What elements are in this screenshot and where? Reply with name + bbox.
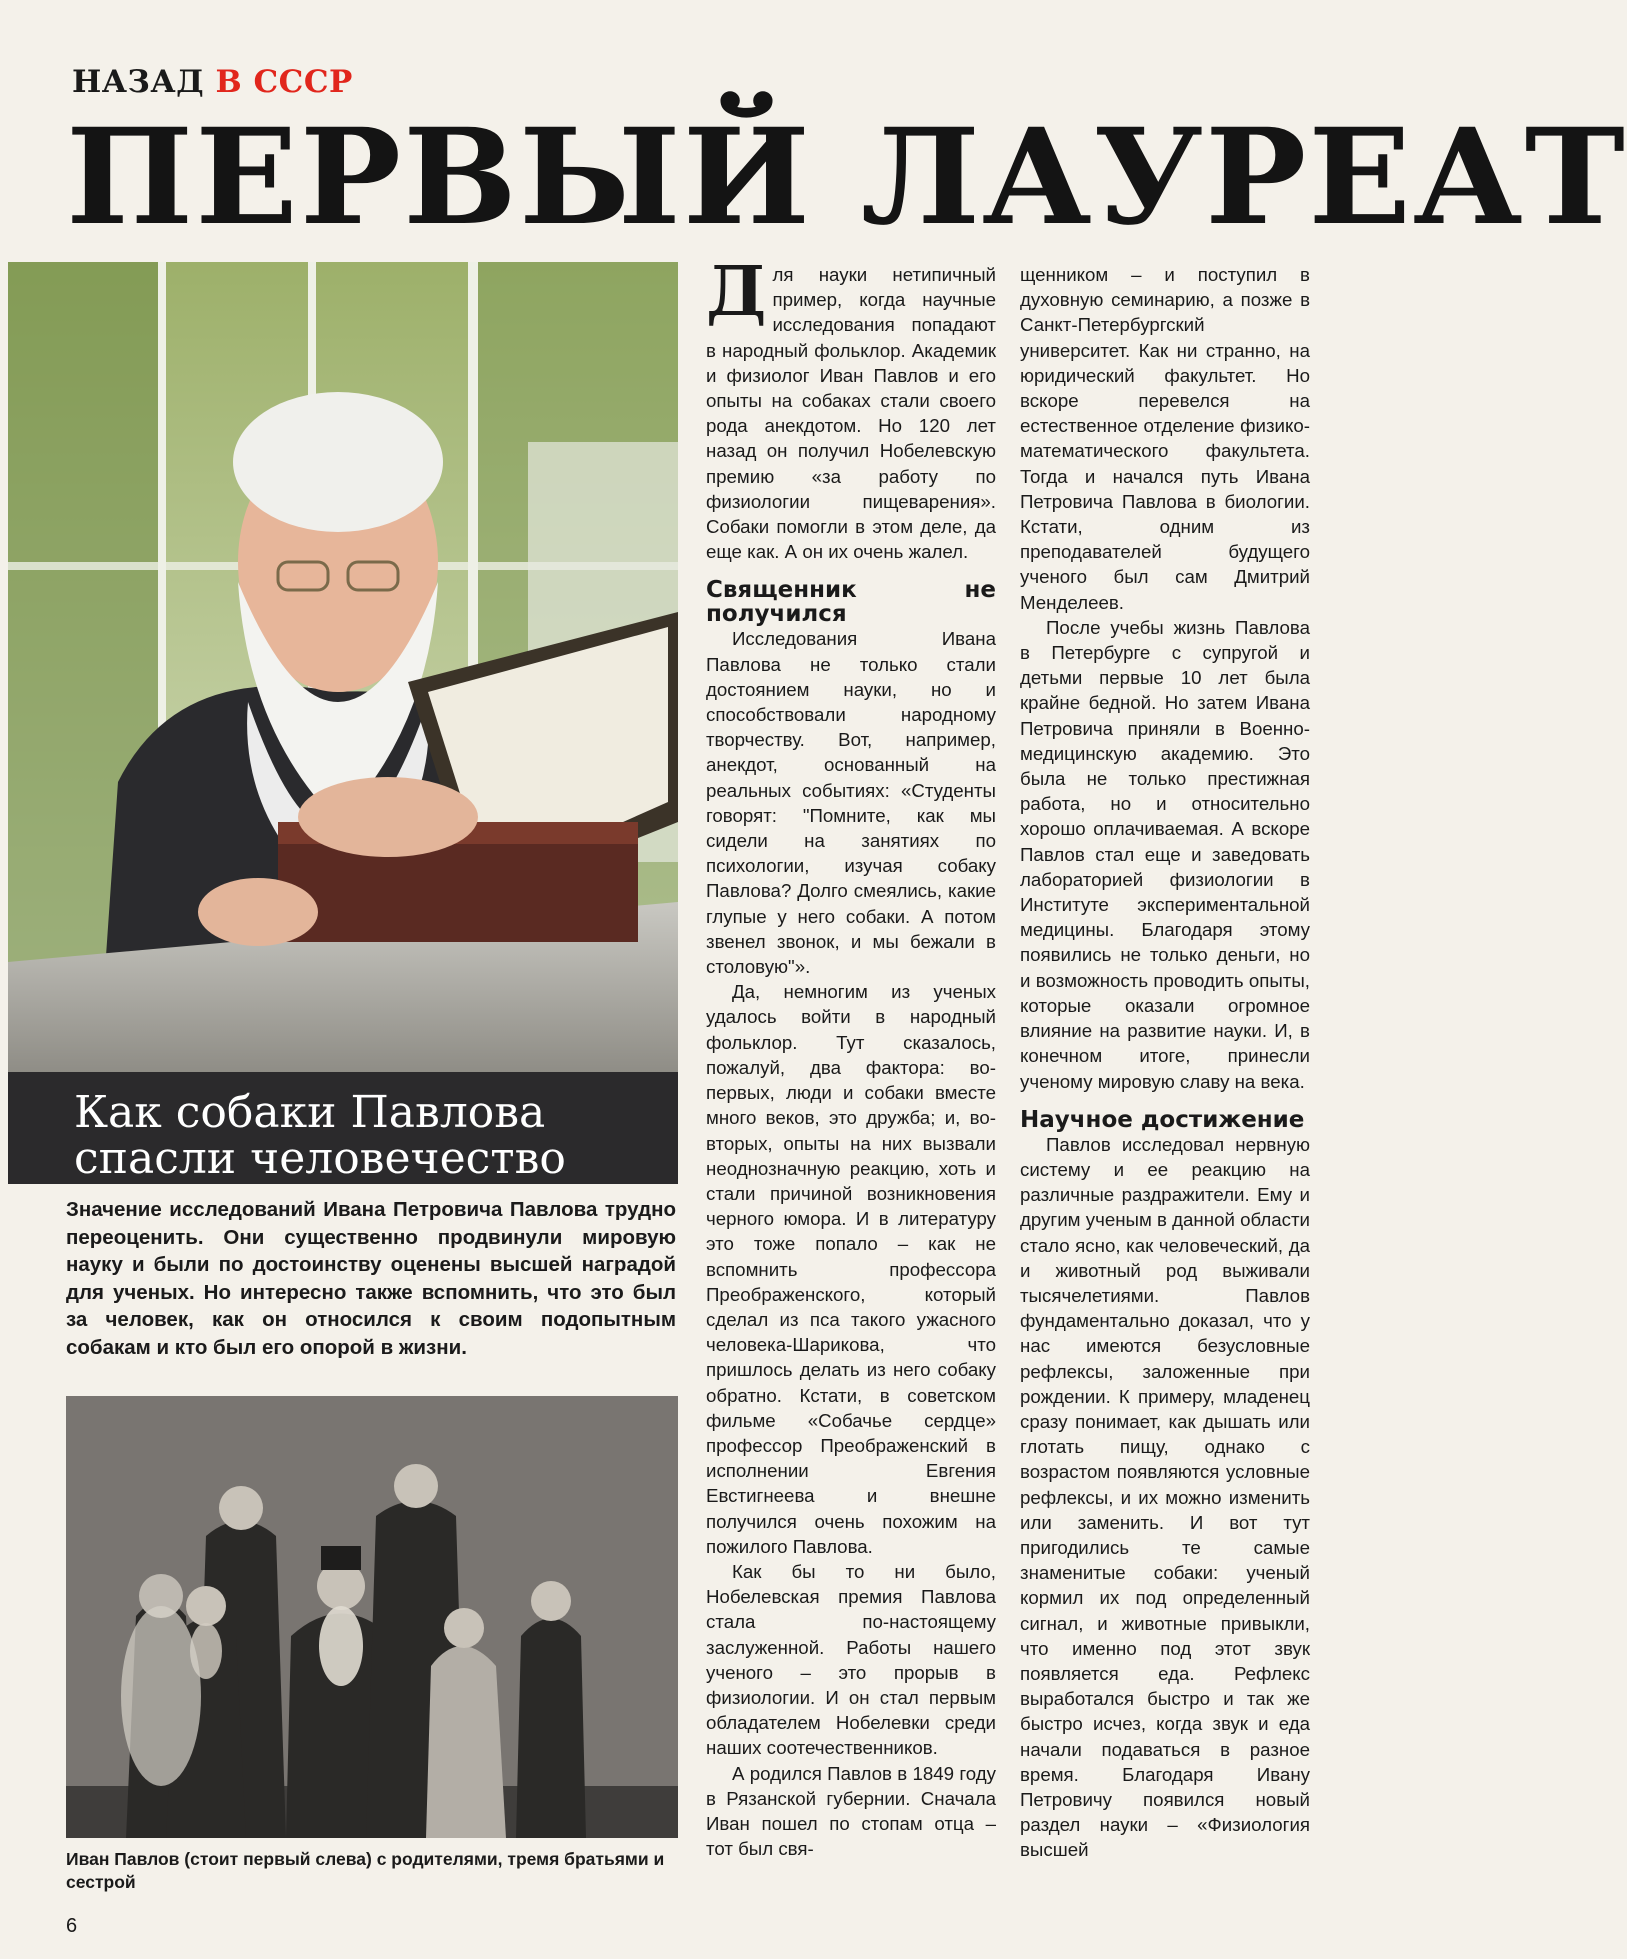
portrait-caption-line2: спасли человечество bbox=[74, 1133, 566, 1184]
paragraph: После учебы жизнь Павлова в Петербурге с супругой и детьми первые 10 лет была крайне бедной. Но затем Ивана Петровича приняли в Военно-медицинскую академию. Это была не только престижная работа, но и относительно хорошо оплачиваемая. А вскоре Павлов стал еще и заведовать лабораторией физиологии в Институте экспериментальной медицины. Благодаря этому появились не только деньги, но и возможность проводить опыты, которые оказали огромное влияние на развитие науки. И, в конечном итоге, принесли ученому мировую славу на века. bbox=[1020, 616, 1310, 1092]
paragraph: Да, немногим из ученых удалось войти в народный фольклор. Тут сказалось, пожалуй, два фактора: во-первых, люди и собаки вместе много веков, это дружба; и, во-вторых, опыты на них вызвали неоднозначную реакцию, хоть и стали причиной возникновения черного юмора. И в литературу это тоже попало – как не вспомнить профессора Преображенского, который сделал из пса такого ужасного человека-Шарикова, что пришлось делать из него собаку обратно. Кстати, в советском фильме «Собачье сердце» профессор Преображенский в исполнении Евгения Евстигнеева и внешне получился очень похожим на пожилого Павлова. bbox=[706, 981, 996, 1557]
paragraph: Исследования Ивана Павлова не только стали достоянием науки, но и способствовали народному творчеству. Вот, например, анекдот, основанный на реальных событиях: «Студенты говорят: "Помните, как мы сидели на занятиях по психологии, изучая собаку Павлова? Долго смеялись, какие глупые у него собаки. А потом звенел звонок, и мы бежали в столовую"». bbox=[706, 628, 996, 978]
portrait-illustration bbox=[8, 262, 678, 1072]
lead-paragraph: Значение исследований Ивана Петровича Павлова трудно переоценить. Они существенно продвинули мировую науку и были по достоинству оценены высшей наградой для ученых. Но интересно также вспомнить, что это был за человек, как он относился к своим подопытным собакам и кто был его опорой в жизни. bbox=[66, 1198, 676, 1359]
paragraph: Как бы то ни было, Нобелевская премия Павлова стала по-настоящему заслуженной. Работы нашего ученого – это прорыв в физиологии. И он стал первым обладателем Нобелевки среди наших соотечественников. bbox=[706, 1560, 996, 1759]
section-prefix: НАЗАД bbox=[72, 64, 205, 100]
section-highlight: В СССР bbox=[215, 64, 353, 100]
article-column-1 bbox=[706, 252, 996, 1861]
portrait-painting bbox=[8, 262, 678, 1072]
article-column-2 bbox=[1020, 262, 1310, 1863]
family-photo-caption: Иван Павлов (стоит первый слева) с родителями, тремя братьями и сестрой bbox=[66, 1849, 665, 1892]
subheading-achievement: Научное достижение bbox=[1020, 1106, 1305, 1133]
paragraph: Павлов исследовал нервную систему и ее реакцию на различные раздражители. Ему и другим ученым в данной области стало ясно, как человеческий, да и животный род выживали тысячелетиями. Павлов фундаментально доказал, что у нас имеются безусловные рефлексы, заложенные при рождении. К примеру, младенец сразу понимает, как дышать или глотать пищу, однако с возрастом появляются условные рефлексы, и их можно изменить или заменить. И вот тут пригодились те самые знаменитые собаки: ученый кормил их под определенный сигнал, и животные привыкли, что именно под этот звук появляется еда. Рефлекс выработался быстро и так же быстро исчез, когда звук и еда начали подаваться в разное время. Благодаря Ивану Петровичу появился новый раздел науки – «Физиология высшей bbox=[1020, 1133, 1310, 1861]
family-photo-illustration bbox=[66, 1396, 678, 1838]
intro-paragraph bbox=[706, 252, 996, 564]
page-number: 6 bbox=[66, 1915, 78, 1937]
subheading-priest: Священник не получился bbox=[706, 577, 996, 628]
portrait-caption-line1: Как собаки Павлова bbox=[74, 1087, 546, 1138]
section-label bbox=[72, 64, 353, 100]
page-title: ПЕРВЫЙ ЛАУРЕАТ bbox=[66, 100, 1627, 255]
paragraph: щенником – и поступил в духовную семинарию, а позже в Санкт-Петербургский университет. Как ни странно, на юридический факультет. Но вскоре перевелся на естественное отделение физико-математического факультета. Тогда и начался путь Ивана Петровича Павлова в биологии. Кстати, одним из преподавателей будущего ученого был сам Дмитрий Менделеев. bbox=[1020, 264, 1310, 613]
portrait-caption-band bbox=[8, 1072, 678, 1184]
drop-cap: Д bbox=[706, 252, 767, 332]
family-photo bbox=[66, 1396, 678, 1838]
paragraph: А родился Павлов в 1849 году в Рязанской губернии. Сначала Иван пошел по стопам отца – тот был свя- bbox=[706, 1762, 996, 1860]
intro-text: ля науки нетипичный пример, когда научные исследования попадают в народный фольклор. Академик и физиолог Иван Павлов и его опыты на собаках стали своего рода анекдотом. Но 120 лет назад он получил Нобелевскую премию «за работу по физиологии пищеварения». Собаки помогли в этом деле, да еще как. А он их очень жалел. bbox=[706, 264, 996, 563]
